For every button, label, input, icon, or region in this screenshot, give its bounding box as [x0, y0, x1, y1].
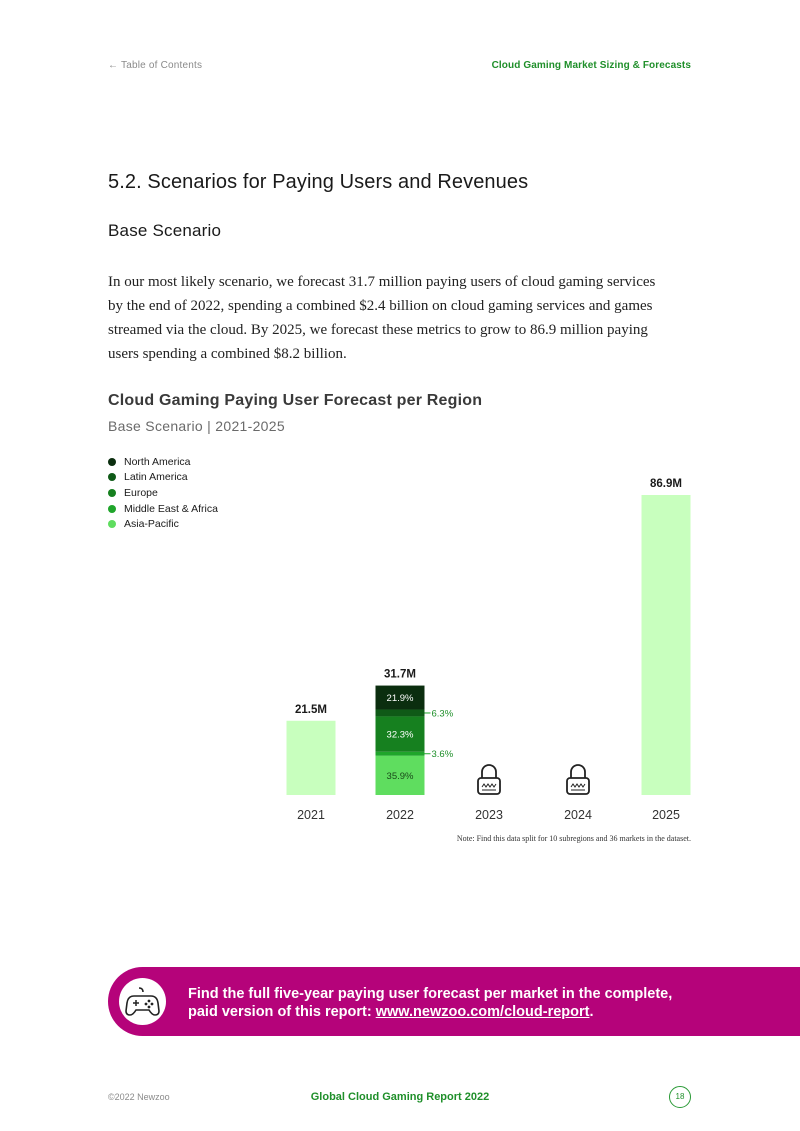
chart-note: Note: Find this data split for 10 subregions and 36 markets in the dataset. — [456, 834, 691, 843]
cloud-report-link[interactable]: www.newzoo.com/cloud-report — [375, 1004, 590, 1020]
stacked-bar-segment — [376, 752, 425, 756]
x-tick-label: 2021 — [297, 808, 325, 822]
lock-icon-part — [571, 765, 585, 778]
cta-text — [188, 985, 788, 1021]
cta-line — [188, 1003, 788, 1021]
legend-label: North America — [124, 455, 191, 468]
lock-icon-part — [482, 765, 496, 778]
copyright: ©2022 Newzoo — [108, 1092, 170, 1102]
legend-label: Asia-Pacific — [124, 518, 179, 531]
page-number: 18 — [669, 1086, 691, 1108]
cta-banner — [108, 967, 800, 1036]
legend-label: Europe — [124, 486, 158, 499]
section-title: 5.2. Scenarios for Paying Users and Revenues — [108, 171, 529, 193]
cta-suffix: . — [589, 1004, 594, 1020]
x-tick-label: 2023 — [475, 808, 503, 822]
legend-label: Middle East & Africa — [124, 502, 218, 515]
stacked-bar-segment — [376, 710, 425, 717]
lock-icon — [567, 765, 589, 794]
lock-icon — [478, 765, 500, 794]
bar-total-label: 86.9M — [650, 478, 682, 490]
bar-total-label: 21.5M — [295, 703, 327, 716]
x-tick-label: 2022 — [386, 808, 414, 822]
cta-prefix: paid version of this report: — [188, 1004, 376, 1020]
segment-data-label: 6.3% — [431, 708, 454, 720]
body-line: In our most likely scenario, we forecast 31.7 million paying users of cloud gaming services — [108, 274, 656, 290]
bar — [287, 721, 336, 795]
segment-data-label: 3.6% — [431, 749, 454, 761]
report-section-title: Cloud Gaming Market Sizing & Forecasts — [491, 60, 691, 71]
segment-data-label: 21.9% — [386, 693, 414, 705]
segment-data-label: 35.9% — [386, 770, 414, 782]
body-line: streamed via the cloud. By 2025, we forecast these metrics to grow to 86.9 million paying — [108, 322, 648, 338]
x-tick-label: 2025 — [652, 808, 680, 822]
subsection-title: Base Scenario — [108, 221, 222, 240]
segment-data-label: 32.3% — [386, 729, 414, 741]
bar — [642, 495, 691, 795]
body-line: by the end of 2022, spending a combined $2.4 billion on cloud gaming services and games — [108, 298, 653, 314]
bar-total-label: 31.7M — [384, 668, 416, 681]
x-tick-label: 2024 — [564, 808, 592, 822]
table-of-contents-link[interactable]: ← Table of Contents — [108, 60, 203, 71]
body-line: users spending a combined $8.2 billion. — [108, 346, 347, 362]
footer-report-title: Global Cloud Gaming Report 2022 — [310, 1091, 490, 1103]
chart-title: Cloud Gaming Paying User Forecast per Region — [108, 392, 483, 409]
legend-label: Latin America — [124, 471, 188, 484]
chart-subtitle: Base Scenario | 2021-2025 — [108, 418, 285, 434]
cta-line: Find the full five-year paying user forecast per market in the complete, — [188, 986, 673, 1002]
gamepad-icon — [119, 978, 166, 1025]
